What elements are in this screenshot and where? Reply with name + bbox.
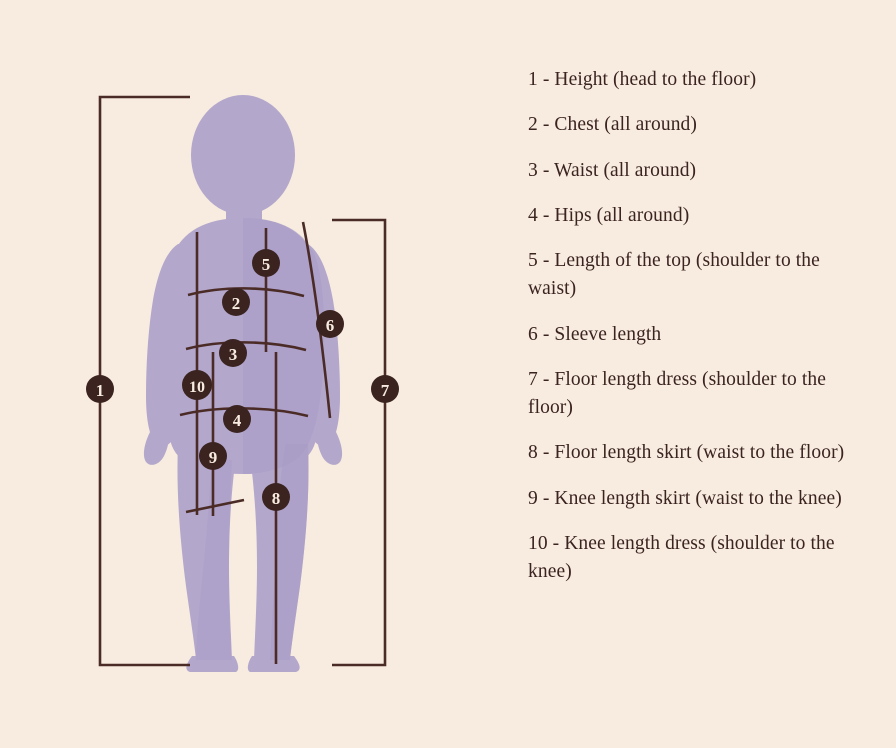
svg-text:10: 10 (189, 379, 205, 396)
marker-10 (182, 370, 212, 400)
marker-1 (86, 375, 114, 403)
legend-item-8: 8 - Floor length skirt (waist to the floor) (528, 442, 845, 464)
legend-item-1: 1 - Height (head to the floor) (528, 69, 757, 90)
marker-6 (316, 310, 344, 338)
legend-item-9: 9 - Knee length skirt (waist to the knee) (528, 487, 842, 509)
marker-4 (223, 405, 251, 433)
legend-list (528, 66, 868, 603)
marker-5 (252, 249, 280, 277)
svg-text:3: 3 (228, 345, 238, 364)
svg-text:7: 7 (380, 381, 390, 400)
legend-item-2: 2 - Chest (all around) (528, 114, 697, 136)
marker-9 (199, 442, 227, 470)
legend-item-3: 3 - Waist (all around) (528, 159, 697, 181)
svg-text:8: 8 (271, 489, 281, 508)
child-silhouette (144, 95, 342, 672)
svg-text:2: 2 (231, 294, 241, 313)
legend-item-10: 10 - Knee length dress (shoulder to the knee) (528, 532, 835, 583)
legend-item-6: 6 - Sleeve length (528, 323, 662, 345)
marker-7 (371, 375, 399, 403)
marker-8 (262, 483, 290, 511)
legend-item-5: 5 - Length of the top (shoulder to the waist) (528, 250, 820, 300)
legend-item-7: 7 - Floor length dress (shoulder to the floor) (528, 368, 826, 419)
svg-text:9: 9 (208, 448, 218, 467)
marker-3 (219, 339, 247, 367)
legend-item-4: 4 - Hips (all around) (528, 204, 690, 226)
marker-2 (222, 288, 250, 316)
svg-text:4: 4 (232, 411, 242, 430)
svg-text:5: 5 (261, 255, 271, 274)
svg-text:1: 1 (95, 381, 105, 400)
svg-text:6: 6 (325, 316, 335, 335)
